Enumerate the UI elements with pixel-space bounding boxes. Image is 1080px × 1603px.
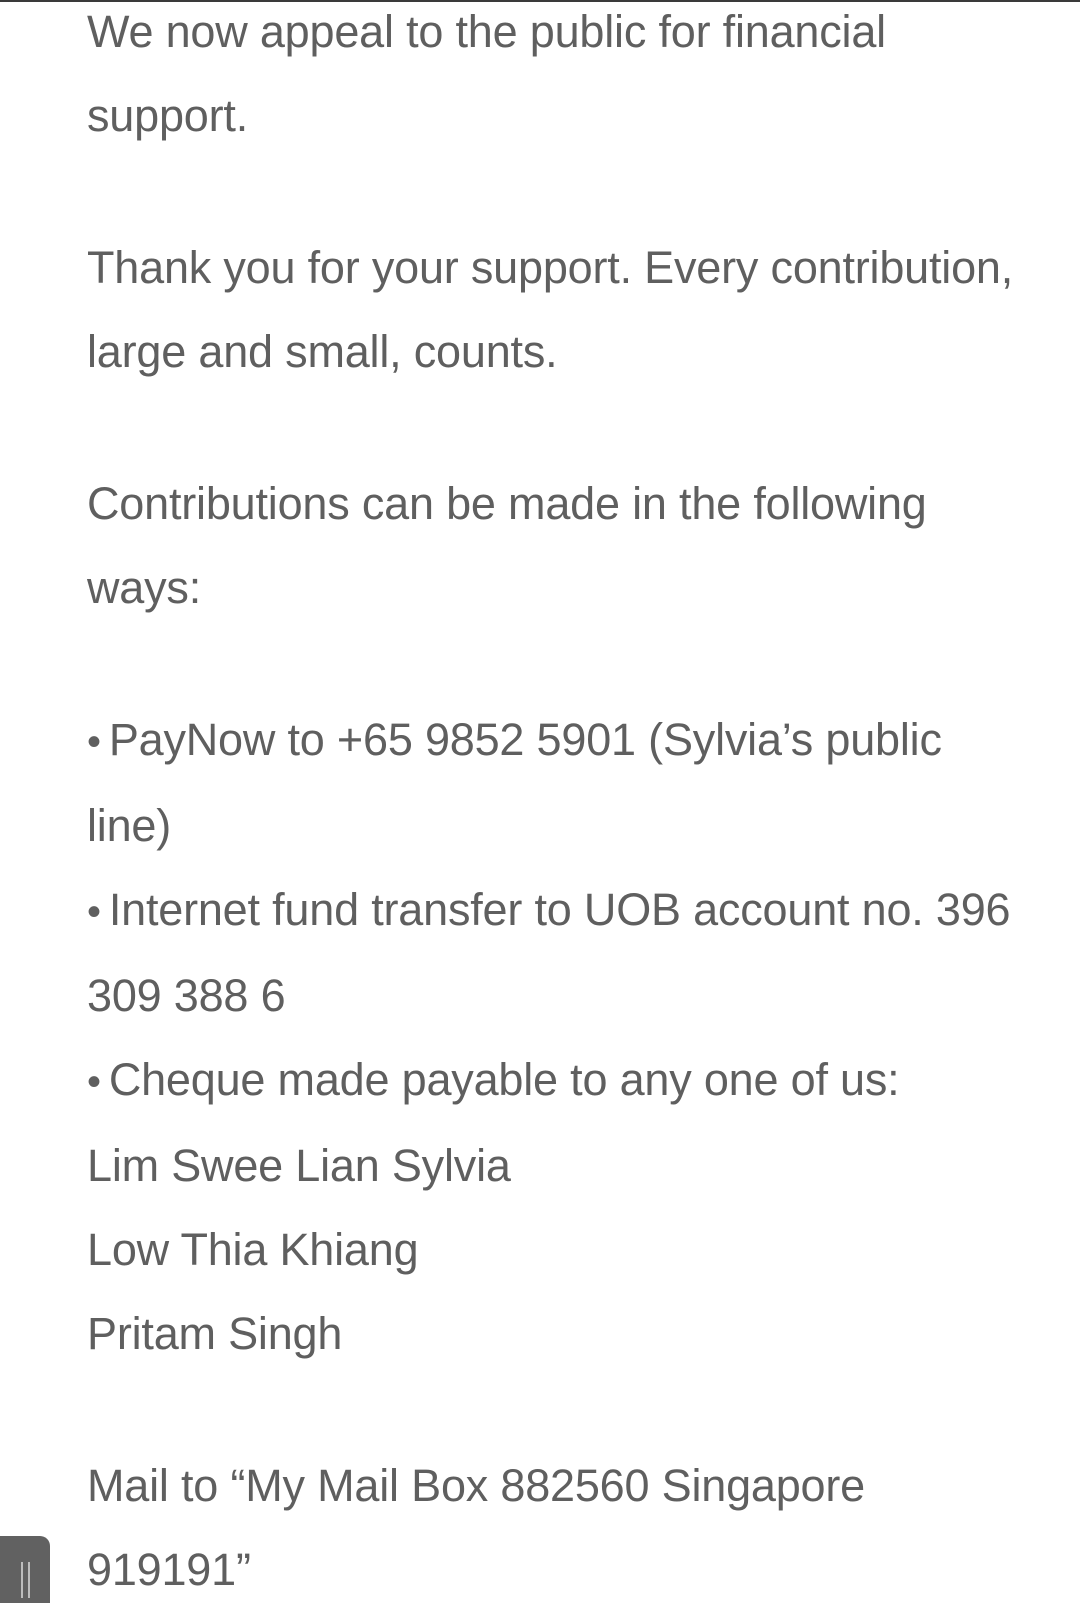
list-item-cheque bbox=[87, 1038, 1017, 1376]
payee-name: Pritam Singh bbox=[87, 1308, 343, 1359]
article-body bbox=[87, 0, 1017, 1603]
bank-transfer-text: Internet fund transfer to UOB account no. 396 309 388 6 bbox=[87, 884, 1011, 1021]
list-item-paynow bbox=[87, 698, 1017, 868]
handle-grip-line bbox=[28, 1562, 30, 1598]
paynow-text: PayNow to +65 9852 5901 (Sylvia’s public line) bbox=[87, 714, 942, 851]
cheque-text: Cheque made payable to any one of us: bbox=[108, 1054, 900, 1105]
bullet-icon: • bbox=[87, 720, 101, 764]
list-item-bank-transfer bbox=[87, 868, 1017, 1038]
mail-paragraph: Mail to “My Mail Box 882560 Singapore 919191” bbox=[87, 1460, 865, 1595]
ways-intro-paragraph: Contributions can be made in the following ways: bbox=[87, 478, 927, 613]
payee-name: Low Thia Khiang bbox=[87, 1224, 419, 1275]
handle-grip-line bbox=[21, 1562, 23, 1598]
appeal-paragraph: We now appeal to the public for financial support. bbox=[87, 6, 886, 141]
bullet-icon: • bbox=[87, 1060, 101, 1104]
contribution-methods-list bbox=[87, 698, 1017, 1376]
drag-handle-icon[interactable] bbox=[0, 1536, 50, 1603]
thanks-paragraph: Thank you for your support. Every contribution, large and small, counts. bbox=[87, 242, 1014, 377]
payee-name: Lim Swee Lian Sylvia bbox=[87, 1140, 511, 1191]
bullet-icon: • bbox=[87, 890, 101, 934]
